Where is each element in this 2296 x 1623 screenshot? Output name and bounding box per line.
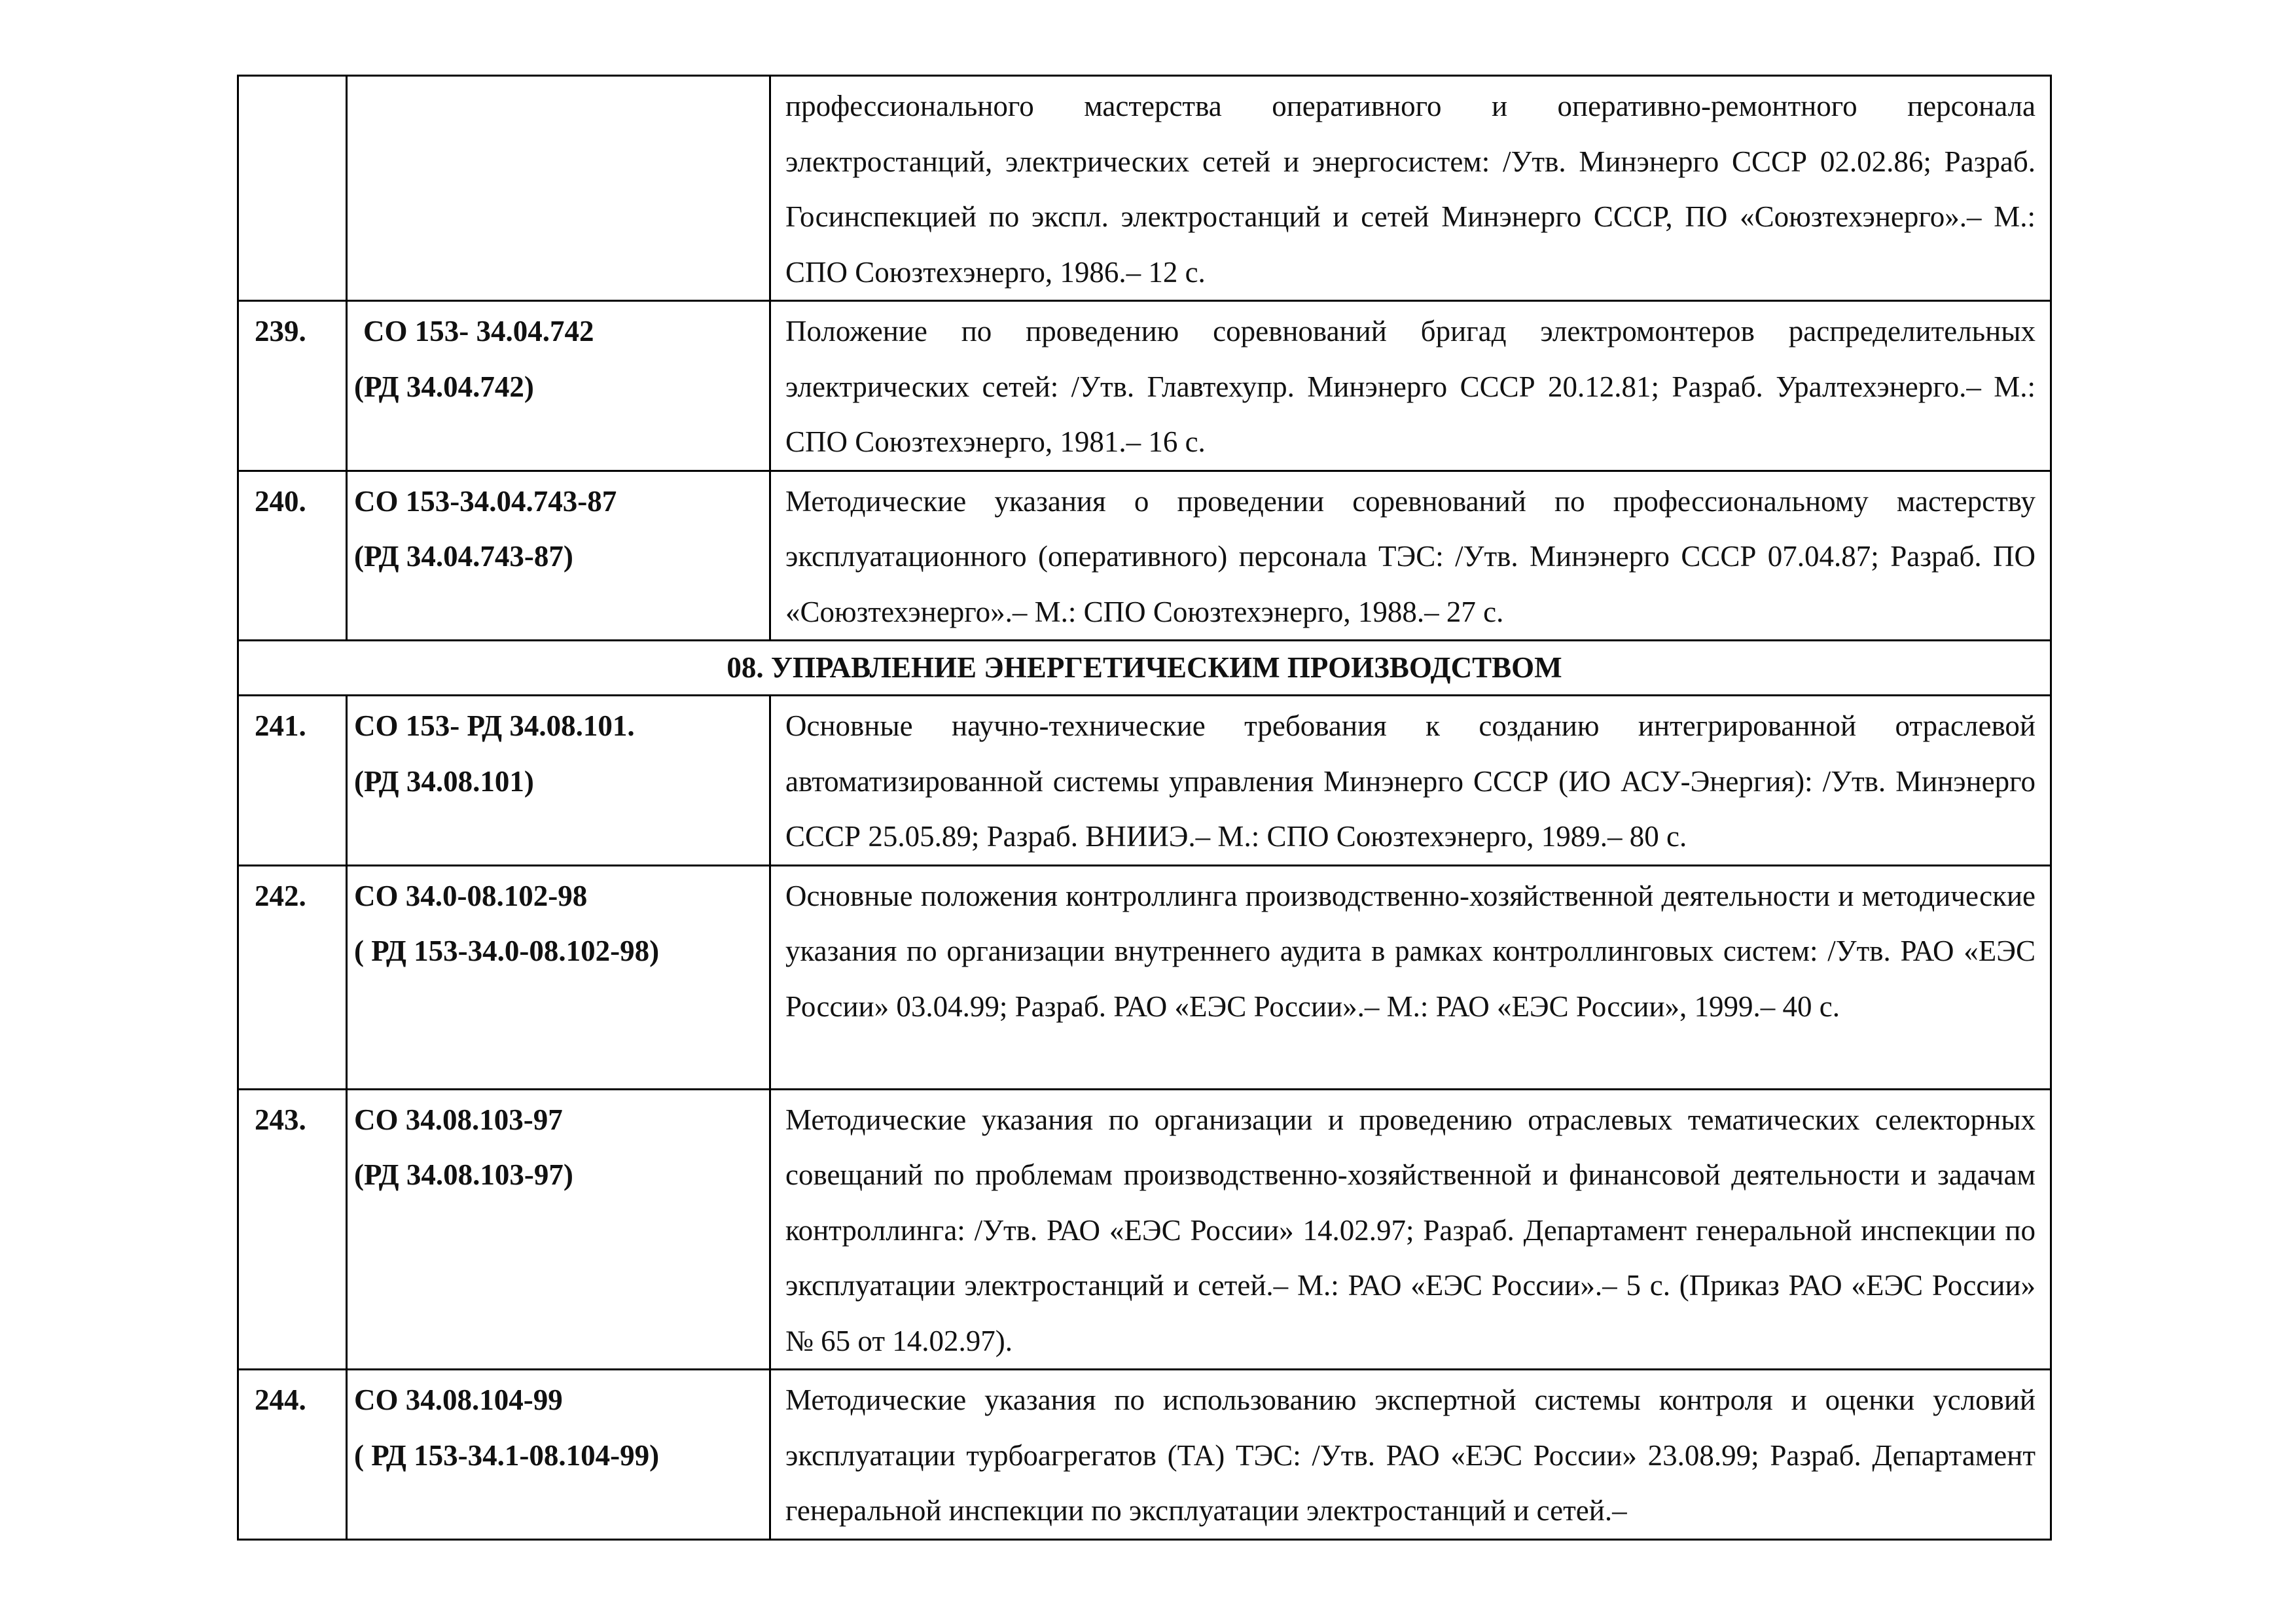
code-primary: СО 34.0-08.102-98	[354, 879, 588, 912]
document-code	[347, 865, 770, 1089]
code-primary: СО 153-34.04.743-87	[354, 484, 617, 518]
code-secondary: ( РД 153-34.0-08.102-98)	[354, 935, 660, 967]
document-code	[347, 301, 770, 471]
document-description: профессионального мастерства оперативного и оперативно-ремонтного персонала электростанций, электрических сетей и энергосистем: /Утв. Минэнерго СССР 02.02.86; Разраб. Госинспекцией по экспл. электростанций и сетей Минэнерго СССР, ПО «Союзтехэнерго».– М.: СПО Союзтехэнерго, 1986.– 12 с.	[770, 76, 2051, 301]
row-number: 239.	[238, 301, 347, 471]
document-code	[347, 1089, 770, 1370]
table-row	[238, 471, 2051, 641]
table-row	[238, 1370, 2051, 1540]
code-primary: СО 153- РД 34.08.101.	[354, 709, 635, 742]
document-description: Методические указания по организации и проведению отраслевых тематических селекторных совещаний по проблемам производственно-хозяйственной и финансовой деятельности и задачам контроллинга: /Утв. РАО «ЕЭС России» 14.02.97; Разраб. Департамент генеральной инспекции по эксплуатации электростанций и сетей.– М.: РАО «ЕЭС России».– 5 с. (Приказ РАО «ЕЭС России» № 65 от 14.02.97).	[770, 1089, 2051, 1370]
section-heading-row	[238, 641, 2051, 696]
section-heading: 08. УПРАВЛЕНИЕ ЭНЕРГЕТИЧЕСКИМ ПРОИЗВОДСТВОМ	[238, 641, 2051, 696]
document-table	[237, 75, 2052, 1541]
code-secondary: (РД 34.04.742)	[354, 370, 534, 403]
code-secondary: ( РД 153-34.1-08.104-99)	[354, 1438, 660, 1472]
row-number: 244.	[238, 1370, 347, 1540]
document-description: Основные положения контроллинга производственно-хозяйственной деятельности и методические указания по организации внутреннего аудита в рамках контроллинговых систем: /Утв. РАО «ЕЭС России» 03.04.99; Разраб. РАО «ЕЭС России».– М.: РАО «ЕЭС России», 1999.– 40 с.	[770, 865, 2051, 1089]
document-description: Положение по проведению соревнований бригад электромонтеров распределительных электрических сетей: /Утв. Главтехупр. Минэнерго СССР 20.12.81; Разраб. Уралтехэнерго.– М.: СПО Союзтехэнерго, 1981.– 16 с.	[770, 301, 2051, 471]
code-primary: СО 34.08.104-99	[354, 1383, 563, 1416]
code-primary: СО 153- 34.04.742	[363, 315, 594, 348]
document-code	[347, 1370, 770, 1540]
row-number: 242.	[238, 865, 347, 1089]
code-secondary: (РД 34.08.101)	[354, 764, 534, 798]
row-number: 240.	[238, 471, 347, 641]
document-description: Методические указания о проведении соревнований по профессиональному мастерству эксплуатационного (оперативного) персонала ТЭС: /Утв. Минэнерго СССР 07.04.87; Разраб. ПО «Союзтехэнерго».– М.: СПО Союзтехэнерго, 1988.– 27 с.	[770, 471, 2051, 641]
code-secondary: (РД 34.08.103-97)	[354, 1158, 573, 1191]
code-secondary: (РД 34.04.743-87)	[354, 540, 573, 573]
document-code	[347, 471, 770, 641]
document-description: Основные научно-технические требования к созданию интегрированной отраслевой автоматизированной системы управления Минэнерго СССР (ИО АСУ-Энергия): /Утв. Минэнерго СССР 25.05.89; Разраб. ВНИИЭ.– М.: СПО Союзтехэнерго, 1989.– 80 с.	[770, 696, 2051, 866]
document-code	[347, 696, 770, 866]
row-number: 241.	[238, 696, 347, 866]
table-row	[238, 301, 2051, 471]
table-row	[238, 76, 2051, 301]
row-number	[238, 76, 347, 301]
row-number: 243.	[238, 1089, 347, 1370]
document-code	[347, 76, 770, 301]
code-primary: СО 34.08.103-97	[354, 1103, 563, 1136]
table-row	[238, 696, 2051, 866]
table-row	[238, 1089, 2051, 1370]
table-row	[238, 865, 2051, 1089]
document-description: Методические указания по использованию экспертной системы контроля и оценки условий эксплуатации турбоагрегатов (ТА) ТЭС: /Утв. РАО «ЕЭС России» 23.08.99; Разраб. Департамент генеральной инспекции по эксплуатации электростанций и сетей.–	[770, 1370, 2051, 1540]
